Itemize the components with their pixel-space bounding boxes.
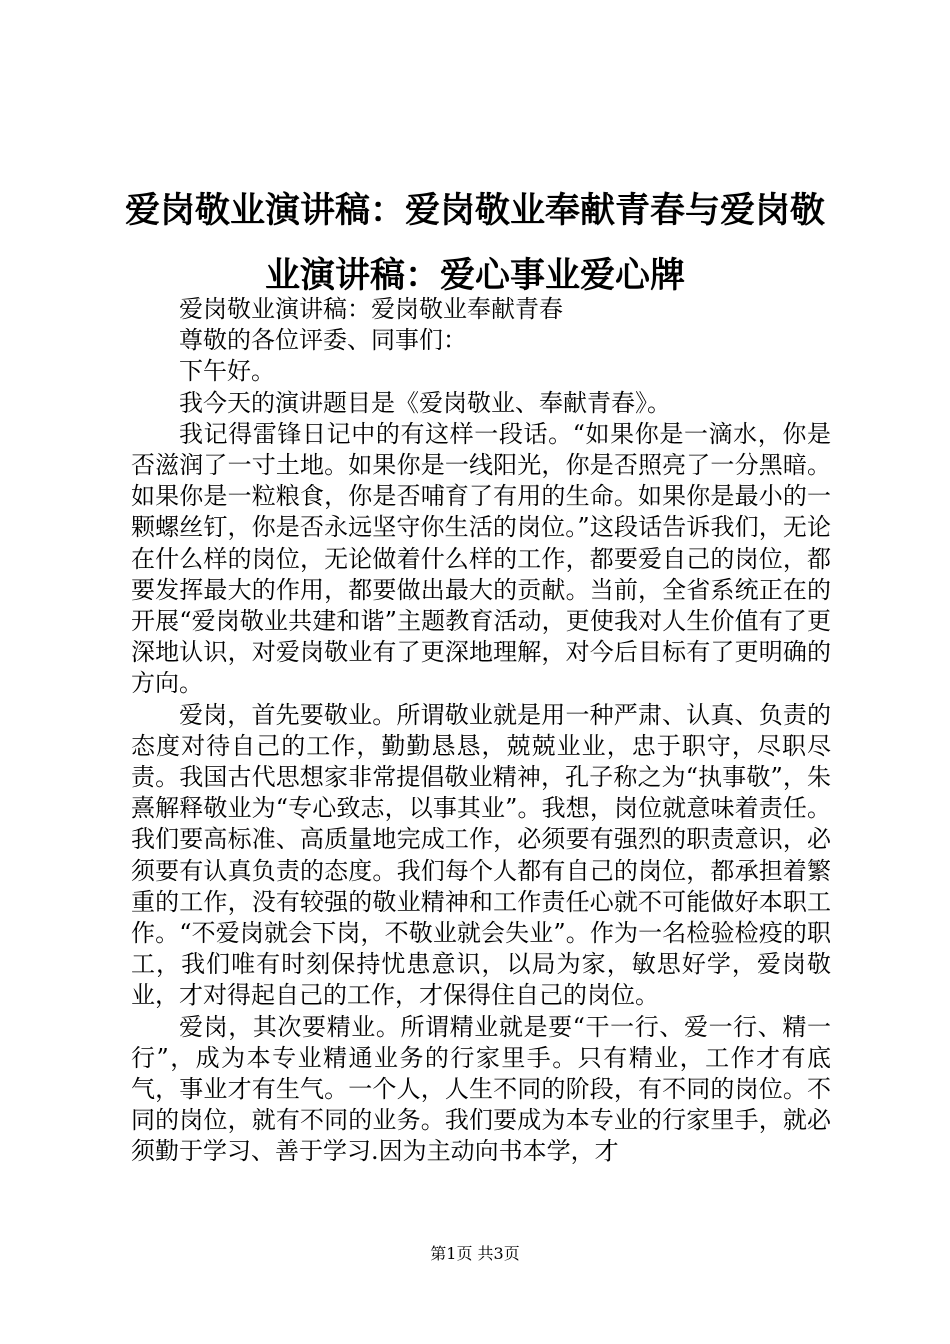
document-body (131, 294, 831, 1168)
paragraph: 我今天的演讲题目是《爱岗敬业、奉献青春》。 (179, 388, 671, 417)
paragraph: 我记得雷锋日记中的有这样一段话。“如果你是一滴水，你是否滋润了一寸土地。如果你是一线阳光，你是否照亮了一分黑暗。如果你是一粒粮食，你是否哺育了有用的生命。如果你是最小的一颗螺丝钉，你是否永远坚守你生活的岗位。”这段话告诉我们，无论在什么样的岗位，无论做着什么样的工作，都要爱自己的岗位，都要发挥最大的作用，都要做出最大的贡献。当前，全省系统正在的开展“爱岗敬业共建和谐”主题教育活动，更使我对人生价值有了更深地认识，对爱岗敬业有了更深地理解，对今后目标有了更明确的方向。 (131, 419, 831, 698)
paragraph: 下午好。 (179, 357, 275, 386)
paragraph: 爱岗，首先要敬业。所谓敬业就是用一种严肃、认真、负责的态度对待自己的工作，勤勤恳恳，兢兢业业，忠于职守，尽职尽责。我国古代思想家非常提倡敬业精神，孔子称之为“执事敬”，朱熹解释敬业为“专心致志，以事其业”。我想，岗位就意味着责任。我们要高标准、高质量地完成工作，必须要有强烈的职责意识，必须要有认真负责的态度。我们每个人都有自己的岗位，都承担着繁重的工作，没有较强的敬业精神和工作责任心就不可能做好本职工作。“不爱岗就会下岗，不敬业就会失业”。作为一名检验检疫的职工，我们唯有时刻保持忧患意识，以局为家，敏思好学，爱岗敬业，才对得起自己的工作，才保得住自己的岗位。 (131, 700, 831, 1010)
paragraph: 爱岗，其次要精业。所谓精业就是要“干一行、爱一行、精一行”，成为本专业精通业务的行家里手。只有精业，工作才有底气，事业才有生气。一个人，人生不同的阶段，有不同的岗位。不同的岗位，就有不同的业务。我们要成为本专业的行家里手，就必须勤于学习、善于学习.因为主动向书本学，才 (131, 1012, 831, 1166)
paragraph: 尊敬的各位评委、同事们： (179, 326, 467, 355)
page-footer: 第1页 共3页 (430, 1244, 520, 1263)
paragraph: 爱岗敬业演讲稿：爱岗敬业奉献青春 (179, 295, 563, 323)
document-title: 爱岗敬业演讲稿：爱岗敬业奉献青春与爱岗敬业演讲稿：爱心事业爱心牌 (124, 190, 825, 296)
